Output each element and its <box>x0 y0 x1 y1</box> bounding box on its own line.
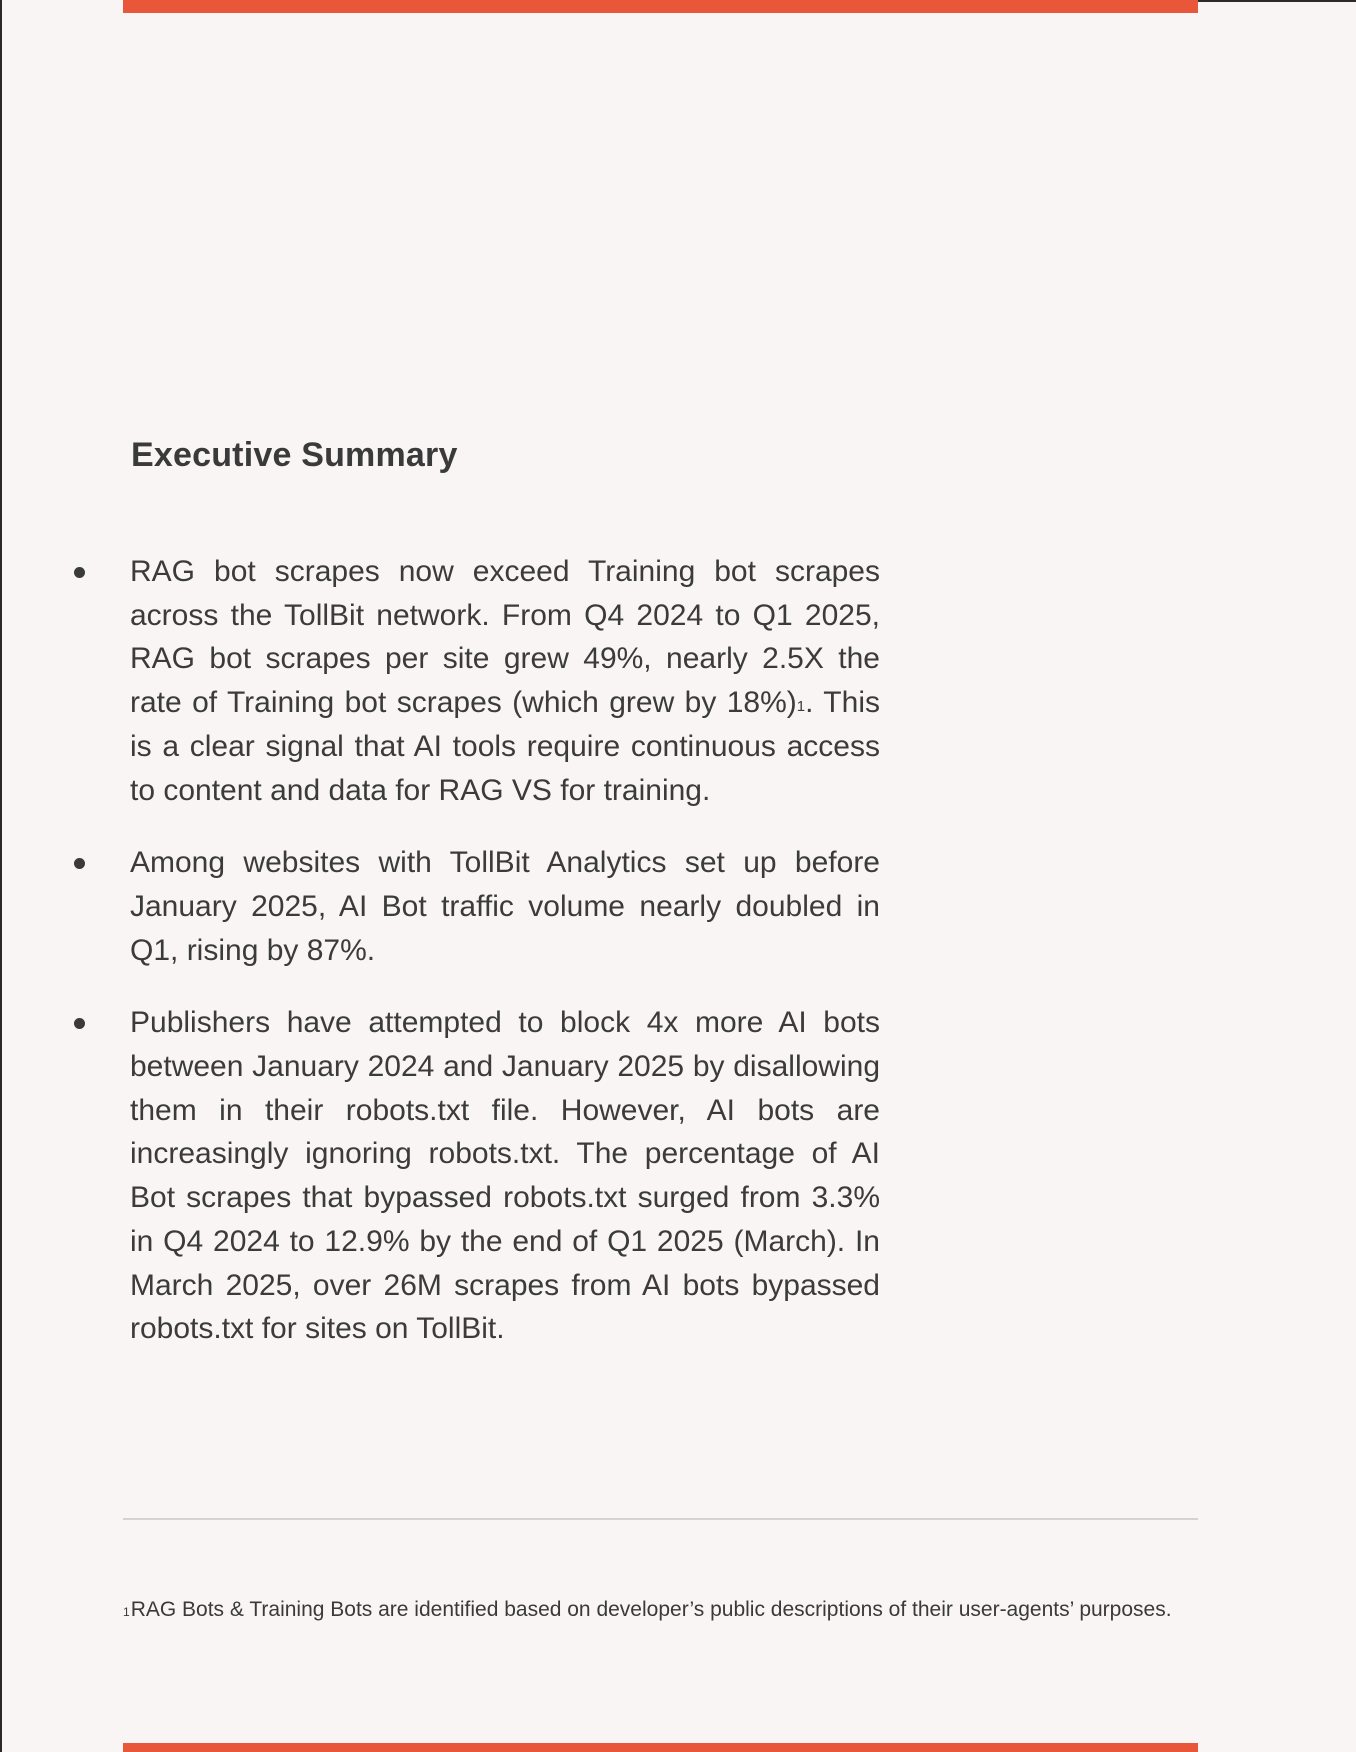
footnote-marker: 1 <box>123 1605 130 1619</box>
top-accent-bar <box>123 0 1198 13</box>
summary-bullet-1 <box>70 550 880 812</box>
footnote-divider <box>123 1518 1198 1520</box>
bullet-dot-icon <box>74 858 85 869</box>
footnote-ref: 1 <box>796 698 806 716</box>
summary-bullet-3 <box>70 1001 880 1351</box>
bullet-text-part: . This is a clear signal that AI tools require continuous access to content and data for RAG VS for training. <box>130 686 880 807</box>
page-top-edge <box>1196 0 1356 2</box>
summary-bullet-2 <box>70 841 880 972</box>
bullet-text: Publishers have attempted to block 4x more AI bots between January 2024 and January 2025 by disallowing them in their robots.txt file. However, AI bots are increasingly ignoring robots.txt. The percentage of AI Bot scrapes that bypassed robots.txt surged from 3.3% in Q4 2024 to 12.9% by the end of Q1 2025 (March). In March 2025, over 26M scrapes from AI bots bypassed robots.txt for sites on TollBit. <box>130 1006 880 1346</box>
bullet-dot-icon <box>74 567 85 578</box>
bullet-dot-icon <box>74 1018 85 1029</box>
page-left-edge <box>0 0 2 1752</box>
footnote-text: RAG Bots & Training Bots are identified based on developer’s public descriptions of their user-agents’ purposes. <box>130 1598 1172 1621</box>
bullet-text <box>130 555 880 807</box>
section-title: Executive Summary <box>131 436 458 474</box>
footnote <box>123 1596 1198 1624</box>
bullet-text: Among websites with TollBit Analytics set up before January 2025, AI Bot traffic volume nearly doubled in Q1, rising by 87%. <box>130 846 880 967</box>
summary-bullet-list <box>70 550 880 1380</box>
bottom-accent-bar <box>123 1743 1198 1752</box>
bullet-text-part: RAG bot scrapes now exceed Training bot scrapes across the TollBit network. From Q4 2024 to Q1 2025, RAG bot scrapes per site grew 49%, nearly 2.5X the rate of Training bot scrapes (which grew by 18%) <box>130 555 880 720</box>
